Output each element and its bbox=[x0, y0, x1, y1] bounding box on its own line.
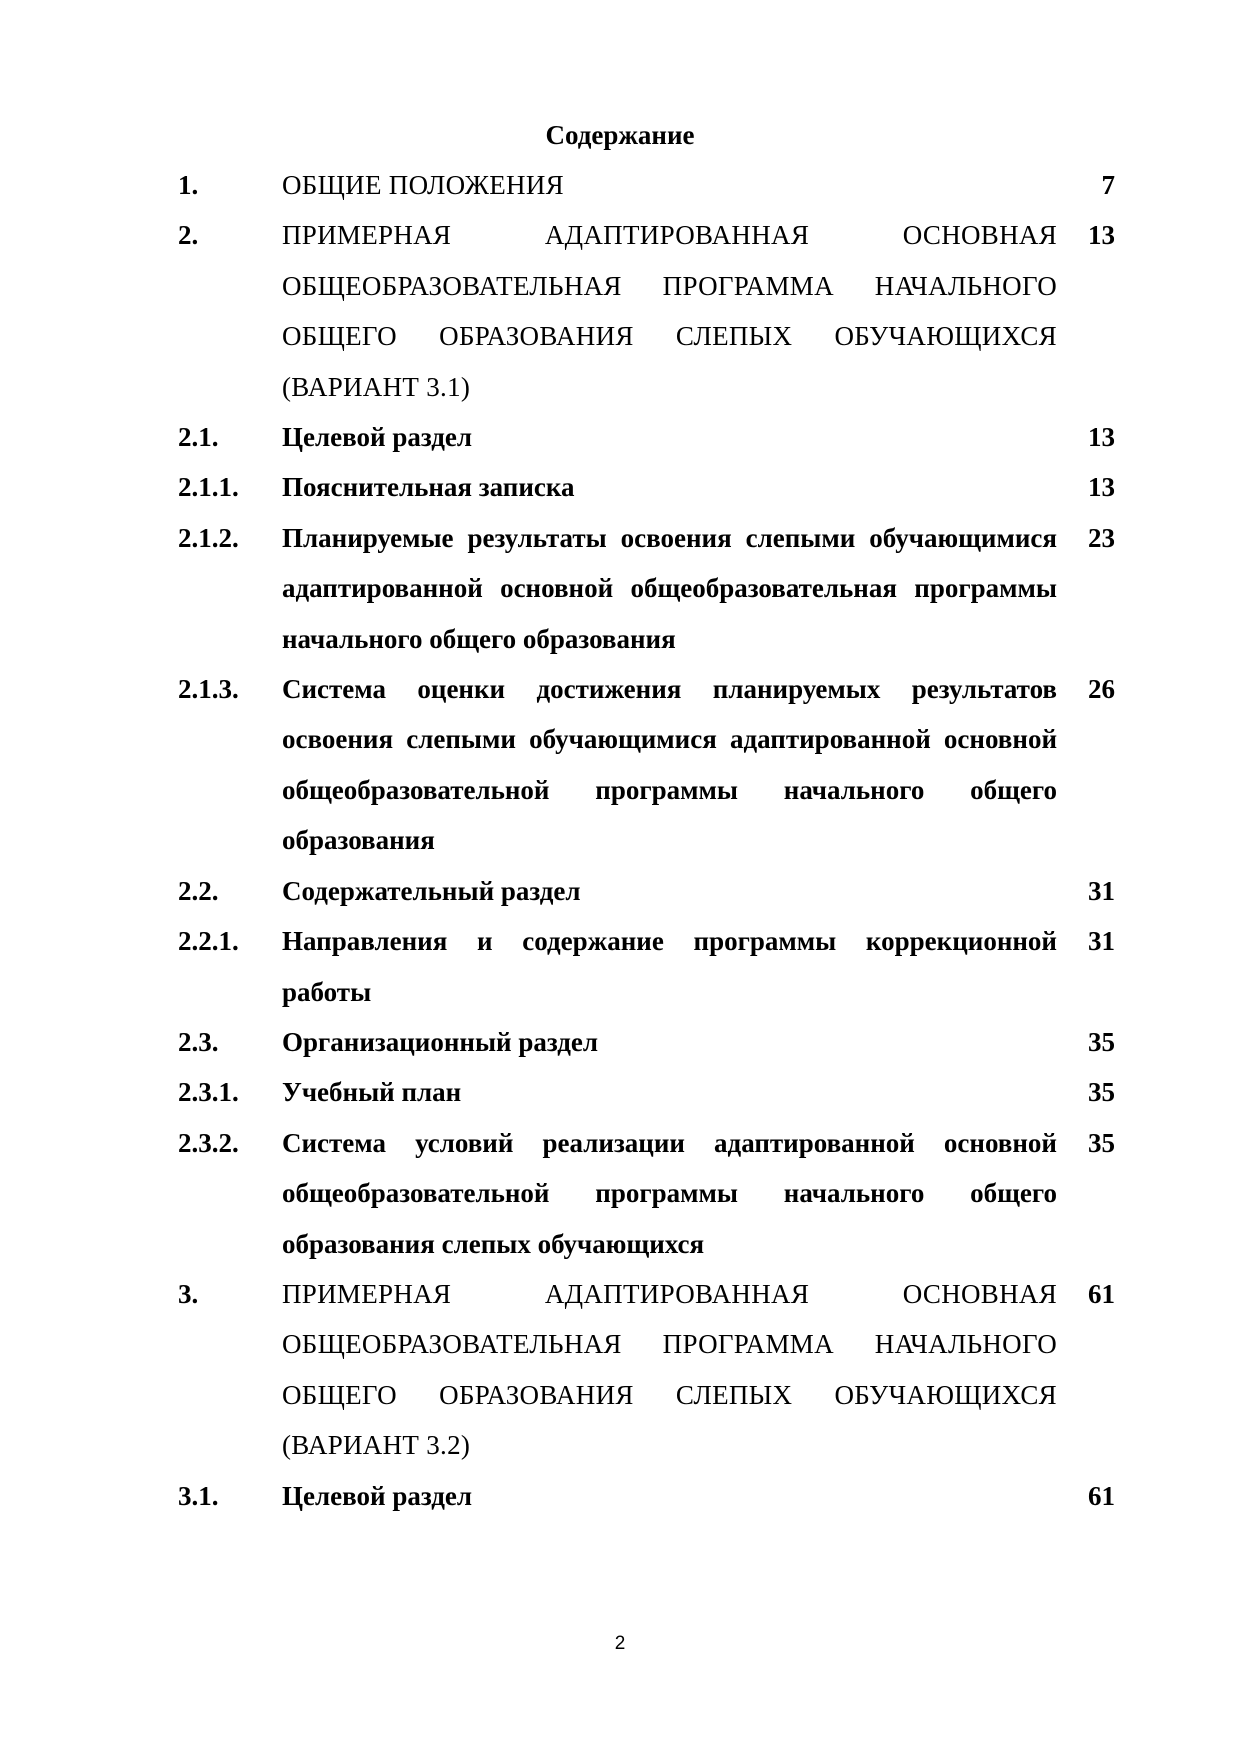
toc-entry-title: Система оценки достижения планируемых результатов освоения слепыми обучающимися адаптированной основной общеобразовательной программы начального общего образования bbox=[282, 674, 1057, 856]
toc-entry-number: 2.3.2. bbox=[178, 1127, 239, 1158]
toc-entry-title: Система условий реализации адаптированной основной общеобразовательной программы начального общего образования слепых обучающихся bbox=[282, 1127, 1057, 1259]
toc-entry-number: 3.1. bbox=[178, 1480, 219, 1511]
toc-entry[interactable] bbox=[178, 1118, 1138, 1269]
toc-entry-page: 23 bbox=[1088, 522, 1115, 553]
toc-entry[interactable] bbox=[178, 513, 1138, 664]
toc-entry[interactable] bbox=[178, 462, 1138, 512]
toc-entry-page: 31 bbox=[1088, 926, 1115, 957]
toc-entry-page: 61 bbox=[1088, 1480, 1115, 1511]
toc-entry[interactable] bbox=[178, 866, 1138, 916]
toc-entry[interactable] bbox=[178, 1067, 1138, 1117]
toc-entry-number: 1. bbox=[178, 170, 199, 200]
toc-entry-number: 2.1.2. bbox=[178, 522, 239, 553]
toc-entry[interactable] bbox=[178, 160, 1138, 210]
toc-entry-number: 2.3. bbox=[178, 1026, 219, 1057]
toc-entry[interactable] bbox=[178, 412, 1138, 462]
page-number: 2 bbox=[614, 1633, 626, 1654]
toc-entry-title: Целевой раздел bbox=[282, 1480, 472, 1511]
toc-entry-title: Организационный раздел bbox=[282, 1026, 599, 1057]
toc-entry-page: 61 bbox=[1088, 1278, 1115, 1309]
toc-entry-title: Планируемые результаты освоения слепыми обучающимися адаптированной основной общеобразовательная программы начального общего образования bbox=[282, 522, 1057, 654]
toc-entry-number: 2.2. bbox=[178, 875, 219, 906]
toc-entry-number: 2.3.1. bbox=[178, 1077, 239, 1108]
toc-entry-number: 2.2.1. bbox=[178, 926, 239, 957]
toc-entry-title: Учебный план bbox=[282, 1077, 462, 1108]
toc-entry-page: 35 bbox=[1088, 1026, 1115, 1057]
toc-entry-number: 2. bbox=[178, 220, 199, 251]
toc-entry-title: Содержательный раздел bbox=[282, 875, 581, 906]
toc-entry-page: 13 bbox=[1088, 220, 1115, 251]
toc-entry-title: Направления и содержание программы коррекционной работы bbox=[282, 926, 1057, 1007]
toc-entry-number: 2.1.3. bbox=[178, 674, 239, 705]
toc-entry-number: 2.1.1. bbox=[178, 472, 239, 503]
toc-entry-title: Целевой раздел bbox=[282, 422, 472, 453]
table-of-contents bbox=[178, 160, 1138, 1521]
toc-entry[interactable] bbox=[178, 1017, 1138, 1067]
toc-entry-title: ПРИМЕРНАЯ АДАПТИРОВАННАЯ ОСНОВНАЯ ОБЩЕОБРАЗОВАТЕЛЬНАЯ ПРОГРАММА НАЧАЛЬНОГО ОБЩЕГО ОБРАЗОВАНИЯ СЛЕПЫХ ОБУЧАЮЩИХСЯ (ВАРИАНТ 3.1) bbox=[282, 220, 1057, 402]
toc-entry-page: 35 bbox=[1088, 1077, 1115, 1108]
toc-entry-number: 3. bbox=[178, 1278, 199, 1309]
toc-entry-page: 13 bbox=[1088, 422, 1115, 453]
toc-entry-title: Пояснительная записка bbox=[282, 472, 575, 503]
toc-entry-page: 13 bbox=[1088, 472, 1115, 503]
toc-entry-page: 26 bbox=[1088, 674, 1115, 705]
toc-entry-number: 2.1. bbox=[178, 422, 219, 453]
toc-entry-page: 7 bbox=[1101, 170, 1115, 200]
toc-entry-page: 35 bbox=[1088, 1127, 1115, 1158]
toc-entry[interactable] bbox=[178, 210, 1138, 412]
toc-entry[interactable] bbox=[178, 1471, 1138, 1521]
toc-entry-title: ПРИМЕРНАЯ АДАПТИРОВАННАЯ ОСНОВНАЯ ОБЩЕОБРАЗОВАТЕЛЬНАЯ ПРОГРАММА НАЧАЛЬНОГО ОБЩЕГО ОБРАЗОВАНИЯ СЛЕПЫХ ОБУЧАЮЩИХСЯ (ВАРИАНТ 3.2) bbox=[282, 1278, 1057, 1461]
toc-entry[interactable] bbox=[178, 664, 1138, 866]
toc-entry-title: ОБЩИЕ ПОЛОЖЕНИЯ bbox=[282, 170, 564, 200]
toc-entry-page: 31 bbox=[1088, 875, 1115, 906]
page-title: Содержание bbox=[545, 120, 695, 150]
toc-entry[interactable] bbox=[178, 1269, 1138, 1471]
toc-entry[interactable] bbox=[178, 916, 1138, 1017]
